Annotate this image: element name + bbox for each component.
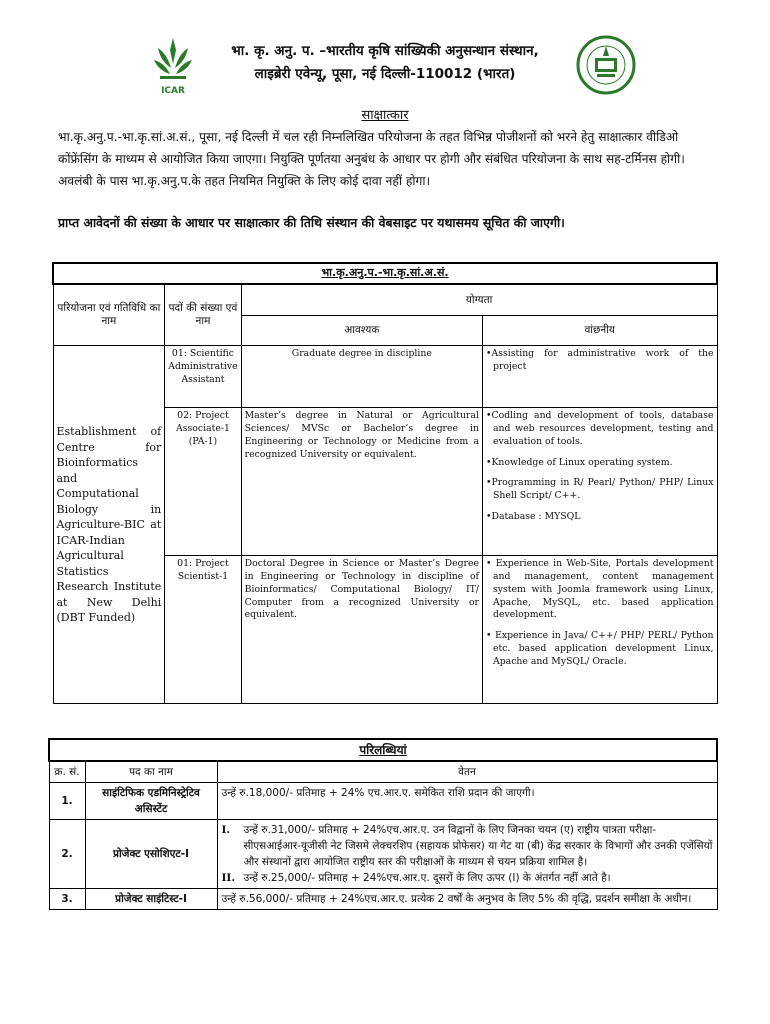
desirable-item: •Codling and development of tools, database and web resources development, testing and evaluation of tools. xyxy=(486,410,714,447)
header-line-1: भा. कृ. अनु. प. –भारतीय कृषि सांख्यिकी अनुसन्धान संस्थान, xyxy=(231,43,539,59)
col-header-qualification: योग्यता xyxy=(241,284,717,316)
essential-qualification: Graduate degree in discipline xyxy=(241,346,482,408)
col-header-posts: पदों की संख्या एवं नाम xyxy=(165,284,241,346)
notice-text: प्राप्त आवेदनों की संख्या के आधार पर साक्षात्कार की तिथि संस्थान की वेबसाइट पर यथासमय सूचित की जाएगी। xyxy=(58,215,565,230)
serial-number: 1. xyxy=(49,783,85,820)
table-row xyxy=(49,820,717,889)
post-name: 01: Scientific Administrative Assistant xyxy=(165,346,241,408)
salary-text: उन्हें रु.18,000/- प्रतिमाह + 24% एच.आर.ए. समेकित राशि प्रदान की जाएगी। xyxy=(217,783,717,820)
clause-number: II. xyxy=(221,872,235,884)
desirable-qualification xyxy=(483,346,718,408)
desirable-qualification xyxy=(483,556,718,704)
desirable-item: •Programming in R/ Pearl/ Python/ PHP/ Linux Shell Script/ C++. xyxy=(486,477,714,502)
post-name: प्रोजेक्ट साइंटिस्ट-I xyxy=(85,889,217,910)
svg-text:ICAR: ICAR xyxy=(161,86,185,96)
col-header-salary: वेतन xyxy=(217,761,717,783)
table-row xyxy=(53,346,717,408)
col-header-sno: क्र. सं. xyxy=(49,761,85,783)
essential-qualification: Master’s degree in Natural or Agricultural Sciences/ MVSc or Bachelor’s degree in Engineering or Technology or Medicine from a recognized University or equivalent. xyxy=(241,408,482,556)
emoluments-table xyxy=(48,738,718,910)
clause-text: उन्हें रु.31,000/- प्रतिमाह + 24%एच.आर.ए. उन विद्वानों के लिए जिनका चयन (ए) राष्ट्रीय पात्रता परीक्षा-सीएसआईआर-यूजीसी नेट जिसमे लेक्चरशिप (सहायक प्रोफेसर) या गेट या (बी) केंद्र सरकार के विभागों और उनकी एजेंसियों और संस्थानों द्वारा आयोजित राष्ट्रीय स्तर की परीक्षाओं के माध्यम से चयन प्रक्रिया शामिल है। xyxy=(243,824,713,868)
salary-text: उन्हें रु.56,000/- प्रतिमाह + 24%एच.आर.ए. प्रत्येक 2 वर्षों के अनुभव के लिए 5% की वृद्धि, प्रदर्शन समीक्षा के अधीन। xyxy=(217,889,717,910)
desirable-item: • Experience in Java/ C++/ PHP/ PERL/ Python etc. based application development Linux, Apache and MySQL/ Oracle. xyxy=(486,630,714,667)
iasri-logo xyxy=(573,34,639,96)
essential-qualification: Doctoral Degree in Science or Master’s Degree in Engineering or Technology in discipline of Bioinformatics/ Computational Biology/ IT/ Computer from a recognized University or equivalent. xyxy=(241,556,482,704)
page-title: साक्षात्कार xyxy=(361,108,409,123)
positions-table xyxy=(52,262,718,704)
table-row xyxy=(49,889,717,910)
col-header-post: पद का नाम xyxy=(85,761,217,783)
desirable-item: • Experience in Web-Site, Portals development and management, content management system with Joomla framework using Linux, Apache, MySQL, etc. based application development. xyxy=(486,558,714,621)
desirable-item: •Database : MYSQL xyxy=(486,511,581,523)
table-row xyxy=(49,783,717,820)
serial-number: 2. xyxy=(49,820,85,889)
desirable-item: •Knowledge of Linux operating system. xyxy=(486,456,673,468)
project-name: Establishment of Centre for Bioinformatics and Computational Biology in Agriculture-BIC at ICAR-Indian Agricultural Statistics Research Institute at New Delhi (DBT Funded) xyxy=(53,346,165,704)
salary-clause xyxy=(222,870,713,886)
post-name: साइंटिफिक एडमिनिस्ट्रेटिव असिस्टेंट xyxy=(85,783,217,820)
post-name: 01: Project Scientist-1 xyxy=(165,556,241,704)
col-header-desirable: वांछनीय xyxy=(483,316,718,346)
header-line-2: लाइब्रेरी एवेन्यू, पूसा, नई दिल्ली-110012 (भारत) xyxy=(254,66,516,82)
desirable-item: •Assisting for administrative work of the project xyxy=(486,348,714,373)
desirable-qualification xyxy=(483,408,718,556)
icar-logo xyxy=(150,34,196,96)
table-org-heading: भा.कृ.अनु.प.-भा.कृ.सां.अ.सं. xyxy=(53,263,717,284)
institute-header xyxy=(195,40,575,86)
col-header-project: परियोजना एवं गतिविधि का नाम xyxy=(53,284,165,346)
post-name: 02: Project Associate-1 (PA-1) xyxy=(165,408,241,556)
salary-text xyxy=(217,820,717,889)
emoluments-caption: परिलब्धियां xyxy=(49,739,717,761)
salary-clause xyxy=(222,822,713,870)
clause-text: उन्हें रु.25,000/- प्रतिमाह + 24%एच.आर.ए. दूसरों के लिए ऊपर (I) के अंतर्गत नहीं आते है। xyxy=(243,872,611,884)
post-name: प्रोजेक्ट एसोशिएट-I xyxy=(85,820,217,889)
col-header-essential: आवश्यक xyxy=(241,316,482,346)
clause-number: I. xyxy=(221,824,231,836)
intro-paragraph: भा.कृ.अनु.प.-भा.कृ.सां.अ.सं., पूसा, नई दिल्ली में चल रही निम्नलिखित परियोजना के तहत विभिन्न पोजीशनों को भरने हेतु साक्षात्कार वीडिओ कोंफ्रेंसिंग के माध्यम से आयोजित किया जाएगा। नियुक्ति पूर्णतया अनुबंध के आधार पर होगी और संबंधित परियोजना के साथ सह-टर्मिनस होगी। अवलंबी के पास भा.कृ.अनु.प.के तहत नियमित नियुक्ति के लिए कोई दावा नहीं होगा। xyxy=(58,130,685,188)
serial-number: 3. xyxy=(49,889,85,910)
